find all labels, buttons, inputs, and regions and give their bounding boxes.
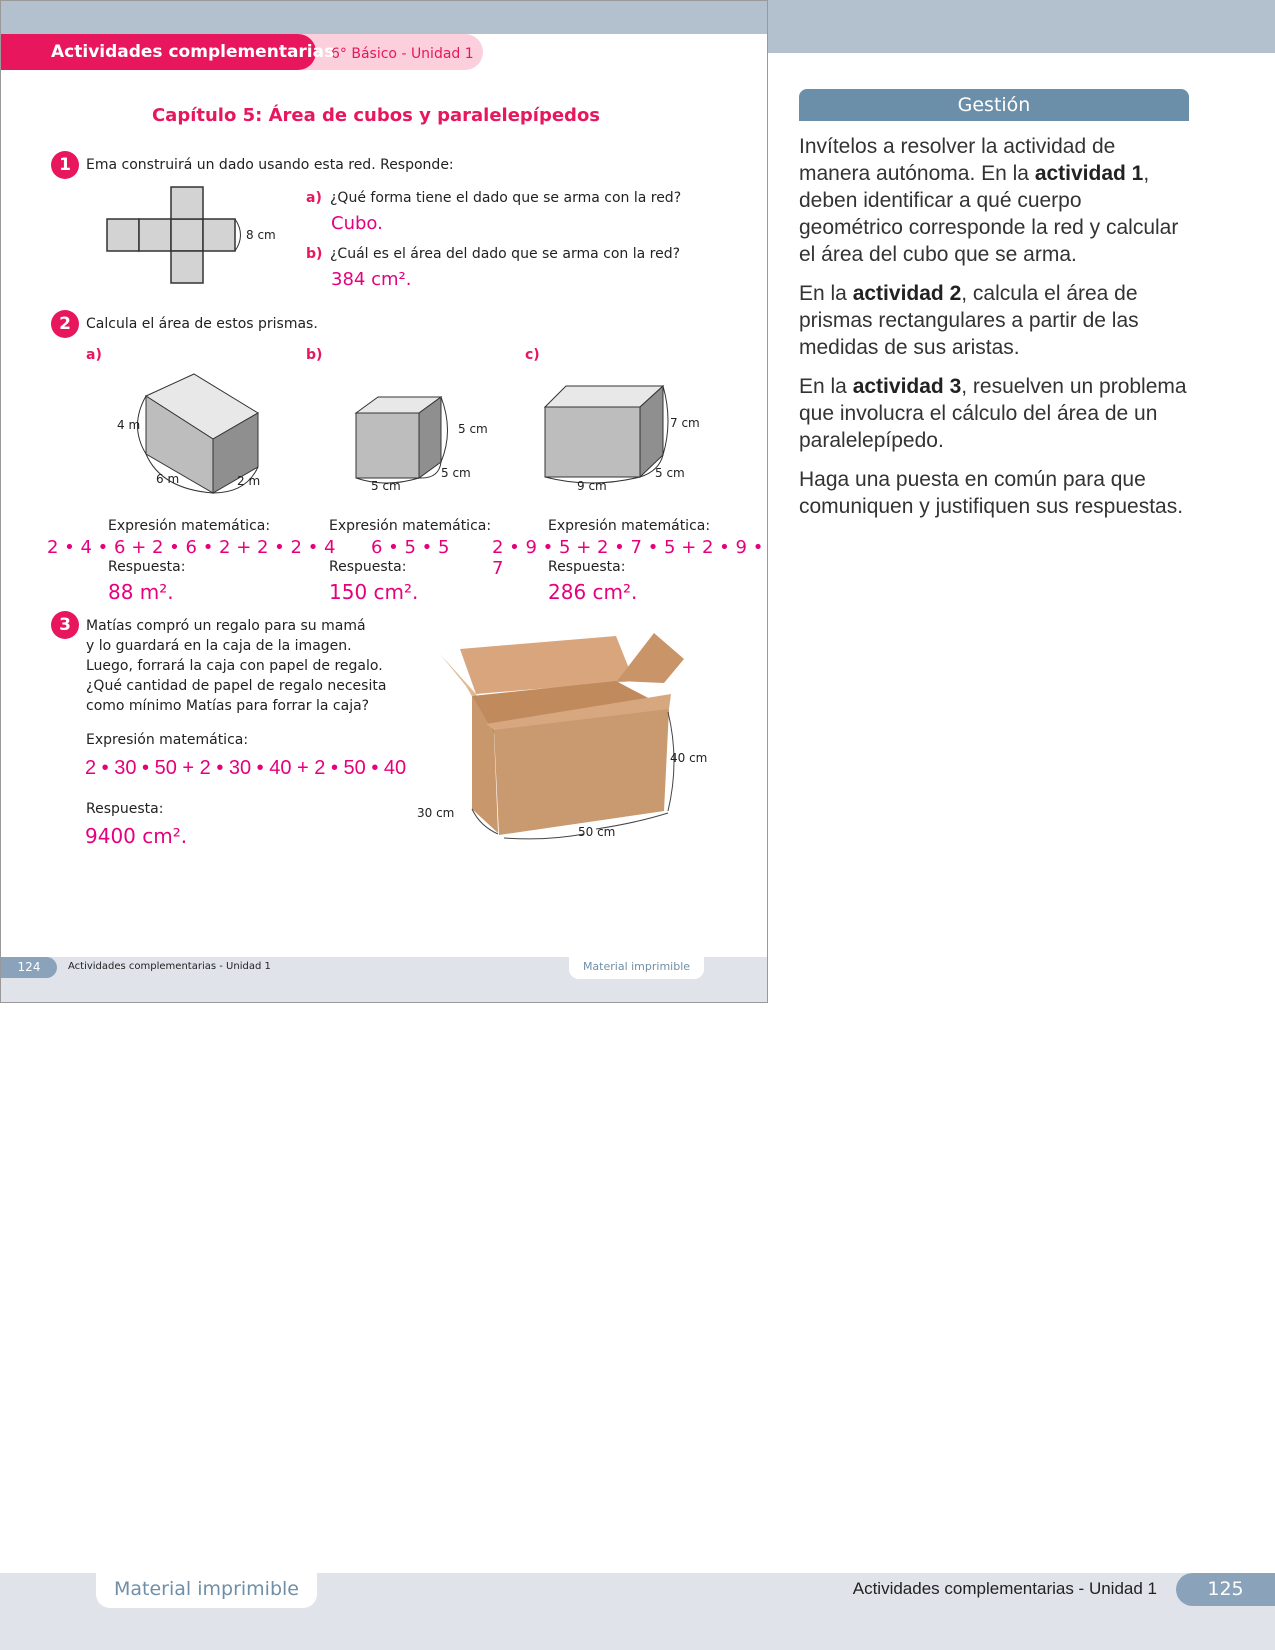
prism-a-width: 2 m — [237, 474, 261, 488]
chapter-title: Capítulo 5: Área de cubos y paralelepípedos — [151, 105, 601, 126]
bold-text: actividad 1 — [1034, 162, 1144, 185]
bold-text: actividad 3 — [852, 375, 962, 398]
q2c-answer: 286 cm². — [548, 580, 638, 604]
right-top-band — [768, 0, 1275, 53]
q3-answer: 9400 cm². — [85, 824, 188, 848]
q2b-answer: 150 cm². — [329, 580, 419, 604]
q2c-label: c) — [525, 347, 540, 363]
q1b-answer: 384 cm². — [331, 269, 412, 290]
q2b-resp-label: Respuesta: — [329, 559, 407, 575]
prism-b-length: 5 cm — [371, 479, 401, 493]
gestion-p3 — [799, 373, 1189, 454]
prism-c-length: 9 cm — [577, 479, 607, 493]
gestion-title: Gestión — [957, 94, 1031, 116]
left-page — [0, 0, 768, 1003]
q2a-expr-label: Expresión matemática: — [108, 518, 271, 534]
grade-label: 6° Básico - Unidad 1 — [331, 46, 474, 62]
q3-line: Matías compró un regalo para su mamá — [86, 618, 366, 634]
bottom-material-tag — [96, 1573, 317, 1608]
footer-text: Actividades complementarias - Unidad 1 — [68, 961, 271, 972]
q2b-expr-label: Expresión matemática: — [329, 518, 492, 534]
q2c-resp-label: Respuesta: — [548, 559, 626, 575]
q3-text — [86, 616, 386, 716]
top-band — [1, 1, 768, 34]
material-tag-label: Material imprimible — [582, 960, 691, 973]
box-height-label: 40 cm — [670, 751, 708, 765]
box-width-label: 50 cm — [578, 825, 616, 839]
q1a-question: ¿Qué forma tiene el dado que se arma con la red? — [330, 190, 682, 206]
q2c-expr-label: Expresión matemática: — [548, 518, 711, 534]
prism-b-depth: 5 cm — [441, 466, 471, 480]
q2a-label: a) — [86, 347, 102, 363]
prism-c — [541, 381, 671, 491]
gestion-p2 — [799, 280, 1189, 361]
q3-expression: 2 • 30 • 50 + 2 • 30 • 40 + 2 • 50 • 40 — [85, 757, 407, 779]
prism-a-length: 6 m — [156, 472, 180, 486]
q1a-label: a) — [306, 190, 322, 206]
text: , resuelven un problema que involucra el cálculo del área de un paralelepípedo. — [799, 375, 1187, 452]
q2-text: Calcula el área de estos prismas. — [86, 316, 318, 332]
q2b-label: b) — [306, 347, 323, 363]
gestion-p4: Haga una puesta en común para que comuniquen y justifiquen sus respuestas. — [799, 468, 1184, 518]
q2a-resp-label: Respuesta: — [108, 559, 186, 575]
q2-number: 2 — [51, 310, 79, 338]
q3-line: como mínimo Matías para forrar la caja? — [86, 698, 370, 714]
q3-line: ¿Qué cantidad de papel de regalo necesita — [86, 678, 387, 694]
cardboard-box-image — [436, 626, 716, 856]
text: Invítelos a resolver la actividad de manera autónoma. En la — [799, 135, 1116, 185]
gestion-header — [799, 89, 1189, 121]
bottom-page-number: 125 — [1207, 1578, 1244, 1600]
q2a-expression: 2 • 4 • 6 + 2 • 6 • 2 + 2 • 2 • 4 — [47, 537, 336, 558]
bottom-material-label: Material imprimible — [114, 1578, 299, 1600]
material-tag — [569, 957, 704, 979]
q3-expr-label: Expresión matemática: — [86, 732, 249, 748]
prism-c-depth: 5 cm — [655, 466, 685, 480]
text: , deben identificar a qué cuerpo geométrico corresponde la red y calcular el área del cubo que se arma. — [799, 162, 1179, 266]
q3-number: 3 — [51, 611, 79, 639]
text: En la — [799, 375, 853, 398]
q1b-question: ¿Cuál es el área del dado que se arma con la red? — [330, 246, 681, 262]
q2c-expression: 2 • 9 • 5 + 2 • 7 • 5 + 2 • 9 • 7 — [492, 537, 764, 579]
q1-text: Ema construirá un dado usando esta red. Responde: — [86, 157, 454, 173]
prism-b-height: 5 cm — [458, 422, 488, 436]
q1a-answer: Cubo. — [331, 213, 383, 234]
bold-text: actividad 2 — [852, 282, 962, 305]
q1b-label: b) — [306, 246, 323, 262]
q3-resp-label: Respuesta: — [86, 801, 164, 817]
q2a-answer: 88 m². — [108, 580, 174, 604]
text: En la — [799, 282, 853, 305]
bottom-page-pill — [1176, 1573, 1275, 1606]
net-label: 8 cm — [246, 228, 276, 242]
prism-c-height: 7 cm — [670, 416, 700, 430]
q3-line: Luego, forrará la caja con papel de regalo. — [86, 658, 383, 674]
page-number: 124 — [17, 960, 41, 974]
section-title: Actividades complementarias — [51, 42, 335, 62]
q1-number: 1 — [51, 151, 79, 179]
page-number-pill — [1, 957, 57, 978]
box-depth-label: 30 cm — [417, 806, 455, 820]
text: , calcula el área de prismas rectangulares a partir de las medidas de sus aristas. — [799, 282, 1139, 359]
q2b-expression: 6 • 5 • 5 — [371, 537, 450, 558]
gestion-p1 — [799, 133, 1189, 268]
prism-a-height: 4 m — [117, 418, 141, 432]
bottom-footer-text: Actividades complementarias - Unidad 1 — [852, 1579, 1157, 1598]
q3-line: y lo guardará en la caja de la imagen. — [86, 638, 352, 654]
